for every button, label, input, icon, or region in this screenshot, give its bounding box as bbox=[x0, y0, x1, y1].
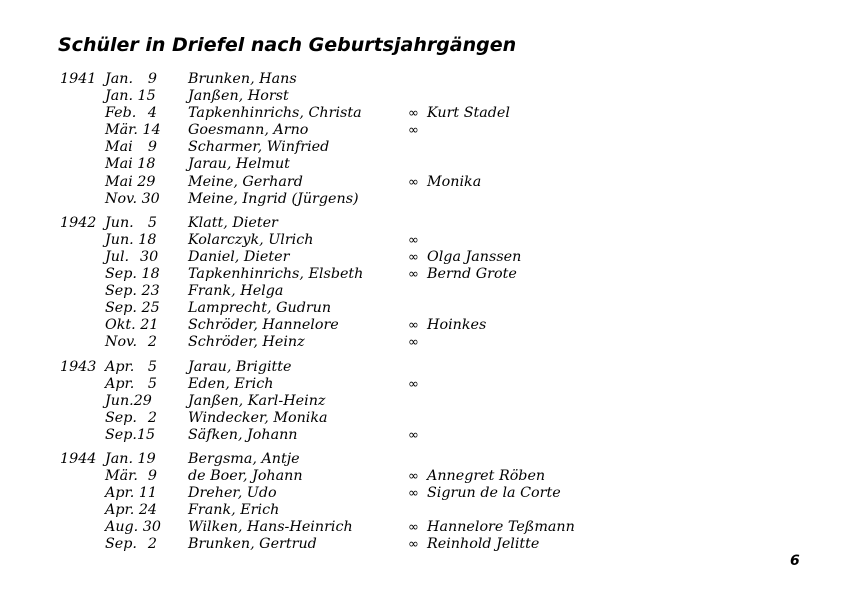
entry-row bbox=[0, 300, 856, 317]
birth-day: 2 bbox=[147, 334, 157, 351]
birth-month: Mär. bbox=[105, 468, 138, 485]
birth-month: Mai bbox=[105, 139, 133, 156]
student-name: Meine, Ingrid (Jürgens) bbox=[188, 190, 359, 207]
spouse-name: Hoinkes bbox=[427, 317, 487, 334]
birth-day: 2 bbox=[147, 409, 157, 426]
married-symbol: ∞ bbox=[408, 427, 419, 443]
birth-day: 4 bbox=[147, 105, 157, 122]
year-label: 1942 bbox=[60, 214, 97, 231]
year-label: 1941 bbox=[60, 71, 97, 87]
entry-row bbox=[0, 536, 856, 553]
married-symbol: ∞ bbox=[408, 537, 419, 553]
birth-month: Apr. bbox=[105, 375, 135, 392]
birth-month: Jun. 18 bbox=[105, 231, 157, 248]
student-name: de Boer, Johann bbox=[188, 468, 303, 485]
birth-month: Mai 18 bbox=[105, 156, 156, 173]
birth-month: Mär. 14 bbox=[105, 122, 161, 139]
entry-row bbox=[0, 519, 856, 536]
year-group-1941 bbox=[0, 71, 856, 208]
year-label: 1944 bbox=[60, 450, 97, 467]
entry-row bbox=[0, 410, 856, 427]
entry-row bbox=[0, 451, 856, 468]
married-symbol: ∞ bbox=[408, 123, 419, 139]
birth-day: 30 bbox=[140, 248, 159, 265]
student-name: Dreher, Udo bbox=[188, 485, 277, 502]
birth-month: Mai 29 bbox=[105, 173, 156, 190]
student-name: Goesmann, Arno bbox=[188, 122, 309, 139]
student-name: Schröder, Hannelore bbox=[188, 317, 339, 334]
birth-month: Sep. bbox=[105, 409, 137, 426]
student-name: Brunken, Hans bbox=[188, 71, 297, 87]
student-name: Wilken, Hans-Heinrich bbox=[188, 519, 353, 536]
birth-month: Nov. 30 bbox=[105, 190, 160, 207]
entry-row bbox=[0, 334, 856, 351]
birth-month: Jul. bbox=[105, 248, 130, 265]
entry-row bbox=[0, 283, 856, 300]
spouse-name: Sigrun de la Corte bbox=[427, 485, 561, 502]
spouse-name: Bernd Grote bbox=[427, 266, 517, 283]
entry-row bbox=[0, 468, 856, 485]
birth-month: Sep. bbox=[105, 536, 137, 553]
entry-row bbox=[0, 88, 856, 105]
year-label: 1943 bbox=[60, 358, 97, 375]
birth-day: 9 bbox=[147, 71, 157, 87]
student-name: Scharmer, Winfried bbox=[188, 139, 330, 156]
student-name: Tapkenhinrichs, Christa bbox=[188, 105, 362, 122]
spouse-name: Reinhold Jelitte bbox=[427, 536, 540, 553]
birth-year-list bbox=[0, 71, 856, 561]
student-name: Meine, Gerhard bbox=[188, 173, 303, 190]
student-name: Brunken, Gertrud bbox=[188, 536, 317, 553]
entry-row bbox=[0, 317, 856, 334]
birth-month: Sep.15 bbox=[105, 426, 156, 443]
student-name: Lamprecht, Gudrun bbox=[188, 300, 332, 317]
student-name: Janßen, Horst bbox=[188, 88, 289, 105]
entry-row bbox=[0, 376, 856, 393]
birth-month: Sep. 23 bbox=[105, 283, 160, 300]
birth-month: Okt. 21 bbox=[105, 317, 159, 334]
birth-month: Jun. bbox=[105, 214, 134, 231]
student-name: Tapkenhinrichs, Elsbeth bbox=[188, 266, 364, 283]
student-name: Säfken, Johann bbox=[188, 426, 298, 443]
entry-row bbox=[0, 502, 856, 519]
entry-row bbox=[0, 122, 856, 139]
entry-row bbox=[0, 485, 856, 502]
birth-month: Jun.29 bbox=[105, 392, 152, 409]
married-symbol: ∞ bbox=[408, 267, 419, 283]
birth-day: 9 bbox=[147, 468, 157, 485]
student-name: Daniel, Dieter bbox=[188, 248, 290, 265]
married-symbol: ∞ bbox=[408, 174, 419, 190]
birth-month: Feb. bbox=[105, 105, 137, 122]
entry-row bbox=[0, 249, 856, 266]
page-title: Schüler in Driefel nach Geburtsjahrgängen bbox=[58, 34, 517, 56]
spouse-name: Kurt Stadel bbox=[427, 105, 510, 122]
entry-row bbox=[0, 393, 856, 410]
page-number: 6 bbox=[790, 553, 800, 569]
entry-row bbox=[0, 215, 856, 232]
spouse-name: Monika bbox=[427, 173, 482, 190]
entry-row bbox=[0, 191, 856, 208]
student-name: Janßen, Karl-Heinz bbox=[188, 392, 326, 409]
spouse-name: Hannelore Teßmann bbox=[427, 519, 575, 536]
student-name: Frank, Helga bbox=[188, 283, 284, 300]
birth-month: Aug. 30 bbox=[105, 519, 161, 536]
student-name: Bergsma, Antje bbox=[188, 450, 300, 467]
entry-row bbox=[0, 139, 856, 156]
entry-row bbox=[0, 105, 856, 122]
married-symbol: ∞ bbox=[408, 232, 419, 248]
entry-row bbox=[0, 359, 856, 376]
entry-row bbox=[0, 232, 856, 249]
birth-month: Apr. 24 bbox=[105, 502, 158, 519]
student-name: Frank, Erich bbox=[188, 502, 280, 519]
student-name: Windecker, Monika bbox=[188, 409, 328, 426]
birth-day: 2 bbox=[147, 536, 157, 553]
entry-row bbox=[0, 71, 856, 88]
birth-month: Apr. bbox=[105, 358, 135, 375]
birth-day: 5 bbox=[147, 358, 157, 375]
student-name: Kolarczyk, Ulrich bbox=[188, 231, 314, 248]
entry-row bbox=[0, 156, 856, 173]
student-name: Schröder, Heinz bbox=[188, 334, 305, 351]
year-group-1944 bbox=[0, 451, 856, 554]
student-name: Eden, Erich bbox=[188, 375, 274, 392]
married-symbol: ∞ bbox=[408, 486, 419, 502]
married-symbol: ∞ bbox=[408, 106, 419, 122]
entry-row bbox=[0, 427, 856, 444]
birth-month: Sep. 25 bbox=[105, 300, 160, 317]
year-group-1942 bbox=[0, 215, 856, 352]
entry-row bbox=[0, 174, 856, 191]
student-name: Jarau, Helmut bbox=[188, 156, 290, 173]
married-symbol: ∞ bbox=[408, 249, 419, 265]
student-name: Klatt, Dieter bbox=[188, 214, 278, 231]
spouse-name: Annegret Röben bbox=[427, 468, 546, 485]
birth-month: Apr. 11 bbox=[105, 485, 158, 502]
birth-day: 5 bbox=[147, 375, 157, 392]
married-symbol: ∞ bbox=[408, 335, 419, 351]
birth-day: 9 bbox=[147, 139, 157, 156]
entry-row bbox=[0, 266, 856, 283]
birth-month: Jan. 19 bbox=[105, 450, 156, 467]
married-symbol: ∞ bbox=[408, 520, 419, 536]
student-name: Jarau, Brigitte bbox=[188, 358, 292, 375]
married-symbol: ∞ bbox=[408, 318, 419, 334]
birth-month: Sep. 18 bbox=[105, 266, 160, 283]
married-symbol: ∞ bbox=[408, 376, 419, 392]
spouse-name: Olga Janssen bbox=[427, 248, 522, 265]
year-group-1943 bbox=[0, 359, 856, 444]
married-symbol: ∞ bbox=[408, 469, 419, 485]
birth-month: Jan. 15 bbox=[105, 88, 156, 105]
birth-month: Nov. bbox=[105, 334, 138, 351]
birth-day: 5 bbox=[147, 214, 157, 231]
birth-month: Jan. bbox=[105, 71, 134, 87]
